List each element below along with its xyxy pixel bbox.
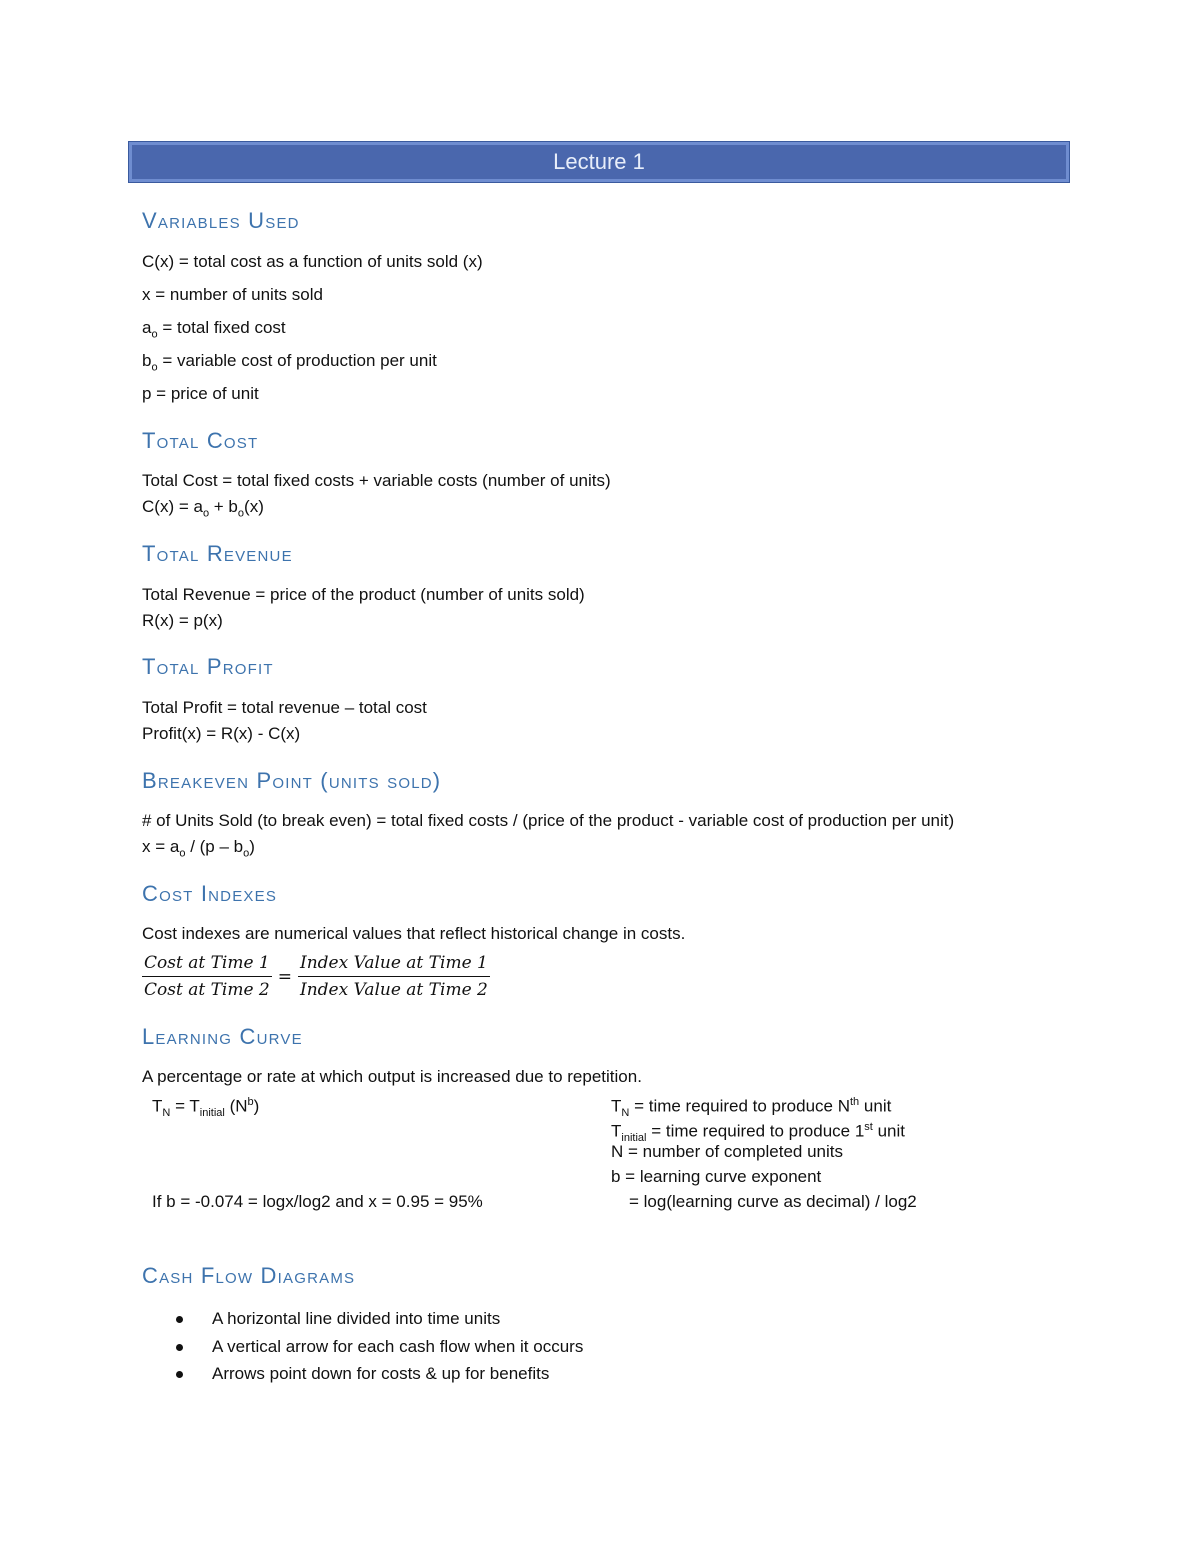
def2-sup: st [864,1121,873,1133]
fraction-left [142,953,272,1000]
heading-total-profit: Total Profit [142,654,274,679]
tc-part-a: C(x) = a [142,497,203,516]
var-x: x = number of units sold [142,285,323,304]
learning-curve-formula [152,1092,259,1123]
heading-breakeven-point: Breakeven Point (units sold) [142,768,442,793]
equals-sign: = [277,966,292,987]
breakeven-definition: # of Units Sold (to break even) = total fixed costs / (price of the product - variable cost of production per unit) [142,811,955,830]
tc-part-c: (x) [244,497,264,516]
def1-pre: T [611,1096,622,1116]
be-sub-2: o [243,847,250,860]
def2-post: unit [872,1121,905,1141]
lc-def-b: b = learning curve exponent [611,1167,822,1186]
def2-pre: T [611,1121,622,1141]
lc-sup: b [247,1096,254,1108]
def1-mid: = time required to produce N [629,1096,850,1116]
list-item [142,1333,583,1361]
tc-sub-1: o [202,507,210,520]
bullet-icon [176,1316,183,1323]
total-cost-definition: Total Cost = total fixed costs + variable costs (number of units) [142,471,611,490]
total-profit-formula: Profit(x) = R(x) - C(x) [142,724,301,743]
cash-flow-bullet-list [142,1305,583,1388]
heading-learning-curve: Learning Curve [142,1024,303,1049]
bullet-icon [176,1371,183,1378]
list-item [142,1360,583,1388]
cost-index-equation [142,953,490,1000]
heading-total-cost: Total Cost [142,428,259,453]
bullet-text: A vertical arrow for each cash flow when it occurs [212,1336,584,1356]
lecture-title-banner [129,142,1069,182]
var-b0-desc: = variable cost of production per unit [157,351,437,370]
def2-sub: initial [621,1132,647,1145]
var-cx: C(x) = total cost as a function of units sold (x) [142,252,483,271]
lc-paren: (N [224,1096,248,1116]
lc-mid: = T [170,1096,200,1116]
lc-t-sub: N [162,1107,171,1120]
var-b0 [142,351,437,377]
heading-variables-used: Variables Used [142,208,300,233]
be-part-c: ) [249,837,255,856]
be-sub-1: o [179,847,186,860]
def1-post: unit [859,1096,892,1116]
lecture-title: Lecture 1 [553,149,645,174]
fraction-left-denominator: Cost at Time 2 [142,976,272,1000]
be-part-b: / (p – b [185,837,244,856]
heading-total-revenue: Total Revenue [142,541,293,566]
total-revenue-definition: Total Revenue = price of the product (number of units sold) [142,585,585,604]
fraction-left-numerator: Cost at Time 1 [144,953,270,973]
var-b0-symbol: b [142,351,152,370]
lc-mid-sub: initial [199,1107,225,1120]
learning-curve-example: If b = -0.074 = logx/log2 and x = 0.95 = 95% [152,1192,483,1211]
heading-cost-indexes: Cost Indexes [142,881,278,906]
lc-t: T [152,1096,163,1116]
var-a0-sub: o [151,328,158,341]
list-item [142,1305,583,1333]
var-p: p = price of unit [142,384,259,403]
heading-cash-flow-diagrams: Cash Flow Diagrams [142,1263,356,1288]
breakeven-formula [142,837,255,863]
var-a0 [142,318,286,344]
tc-sub-2: o [237,507,245,520]
def1-sup: th [850,1096,860,1108]
lc-def-b-formula: = log(learning curve as decimal) / log2 [629,1192,917,1211]
total-profit-definition: Total Profit = total revenue – total cost [142,698,427,717]
tc-part-b: + b [209,497,238,516]
fraction-right-denominator: Index Value at Time 2 [298,976,490,1000]
var-b0-sub: o [151,361,158,374]
bullet-text: A horizontal line divided into time units [212,1309,501,1328]
def2-mid: = time required to produce 1 [646,1121,865,1141]
bullet-icon [176,1344,183,1351]
var-a0-desc: = total fixed cost [157,318,286,337]
be-part-a: x = a [142,837,180,856]
fraction-right [298,953,490,1000]
total-cost-formula [142,497,264,523]
def1-sub: N [621,1107,630,1120]
bullet-text: Arrows point down for costs & up for benefits [212,1364,550,1383]
cost-indexes-definition: Cost indexes are numerical values that reflect historical change in costs. [142,924,686,943]
learning-curve-definition: A percentage or rate at which output is increased due to repetition. [142,1067,642,1086]
lc-close: ) [253,1096,260,1116]
fraction-right-numerator: Index Value at Time 1 [300,953,488,973]
var-a0-symbol: a [142,318,152,337]
total-revenue-formula: R(x) = p(x) [142,611,223,630]
lc-def-n: N = number of completed units [611,1142,843,1161]
